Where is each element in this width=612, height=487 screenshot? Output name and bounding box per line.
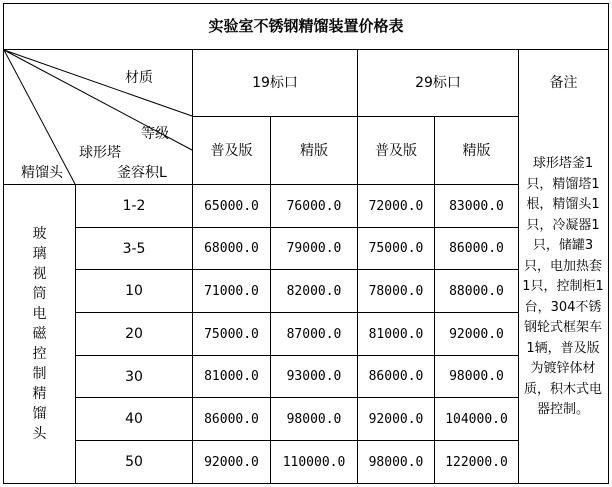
corner-label-material: 材质 xyxy=(125,70,153,86)
remark-text: 球形塔釜1只，精馏塔1根，精馏头1只，冷凝器1只，储罐3只，电加热套1只，控制柜1台，304不锈钢轮式框架车1辆，普及版为镀锌体材质，积木式电器控制。 xyxy=(522,156,604,417)
row-header-char: 控 xyxy=(32,346,47,362)
price-cell: 81000.0 xyxy=(368,326,424,342)
price-cell: 65000.0 xyxy=(204,198,259,214)
price-cell: 75000.0 xyxy=(204,326,259,342)
price-cell: 82000.0 xyxy=(286,283,342,299)
price-cell: 122000.0 xyxy=(445,454,508,470)
group-header-29: 29标口 xyxy=(415,75,461,91)
row-header-char: 筒 xyxy=(32,286,47,302)
price-cell: 88000.0 xyxy=(449,283,504,299)
row-header xyxy=(4,185,75,483)
price-cell: 72000.0 xyxy=(368,198,424,214)
price-cell: 83000.0 xyxy=(449,198,504,214)
remark-header: 备注 xyxy=(549,75,578,91)
price-cell: 110000.0 xyxy=(282,454,346,470)
price-cell: 86000.0 xyxy=(368,369,424,384)
price-cell: 92000.0 xyxy=(204,454,259,470)
row-header-char: 馏 xyxy=(32,406,47,422)
sub-header-19-standard: 普及版 xyxy=(210,142,253,159)
price-cell: 76000.0 xyxy=(286,198,342,214)
price-cell: 98000.0 xyxy=(449,369,504,384)
price-cell: 98000.0 xyxy=(368,454,424,470)
row-header-char: 电 xyxy=(32,306,47,322)
price-cell: 79000.0 xyxy=(286,241,342,256)
price-cell: 93000.0 xyxy=(286,369,342,384)
row-header-char: 精 xyxy=(32,386,47,402)
price-cell: 92000.0 xyxy=(449,326,504,342)
price-cell: 87000.0 xyxy=(286,326,342,342)
volume-cell: 3-5 xyxy=(122,240,146,257)
volume-cell: 20 xyxy=(125,326,143,342)
volume-cell: 30 xyxy=(125,368,143,385)
sub-header-29-standard: 普及版 xyxy=(375,142,417,159)
price-cell: 78000.0 xyxy=(368,283,424,299)
sub-header-19-premium: 精版 xyxy=(300,142,328,159)
row-header-char: 璃 xyxy=(32,246,47,262)
volume-cell: 1-2 xyxy=(122,198,146,214)
price-cell: 68000.0 xyxy=(204,241,259,256)
price-cell: 86000.0 xyxy=(449,241,504,256)
price-cell: 104000.0 xyxy=(445,411,508,427)
volume-cell: 40 xyxy=(125,411,143,427)
group-header-19: 19标口 xyxy=(252,75,298,91)
price-cell: 71000.0 xyxy=(204,283,259,299)
row-header-char: 制 xyxy=(32,366,47,382)
volume-cell: 10 xyxy=(125,283,143,299)
price-cell: 98000.0 xyxy=(286,411,342,427)
price-cell: 81000.0 xyxy=(204,369,259,384)
corner-label-flask: 球形塔 xyxy=(79,145,121,161)
corner-label-head: 精馏头 xyxy=(21,165,63,181)
volume-cell: 50 xyxy=(125,454,143,470)
corner-label-volume: 釜容积L xyxy=(117,165,167,181)
table-title: 实验室不锈钢精馏装置价格表 xyxy=(208,17,404,35)
price-cell: 92000.0 xyxy=(368,411,424,427)
row-header-char: 视 xyxy=(32,266,47,282)
row-header-char: 磁 xyxy=(32,326,47,342)
price-cell: 75000.0 xyxy=(368,241,424,256)
row-header-char: 头 xyxy=(32,426,47,442)
corner-label-grade: 等级 xyxy=(141,126,169,142)
price-cell: 86000.0 xyxy=(204,411,259,427)
sub-header-29-premium: 精版 xyxy=(462,142,491,159)
row-header-char: 玻 xyxy=(32,226,47,242)
